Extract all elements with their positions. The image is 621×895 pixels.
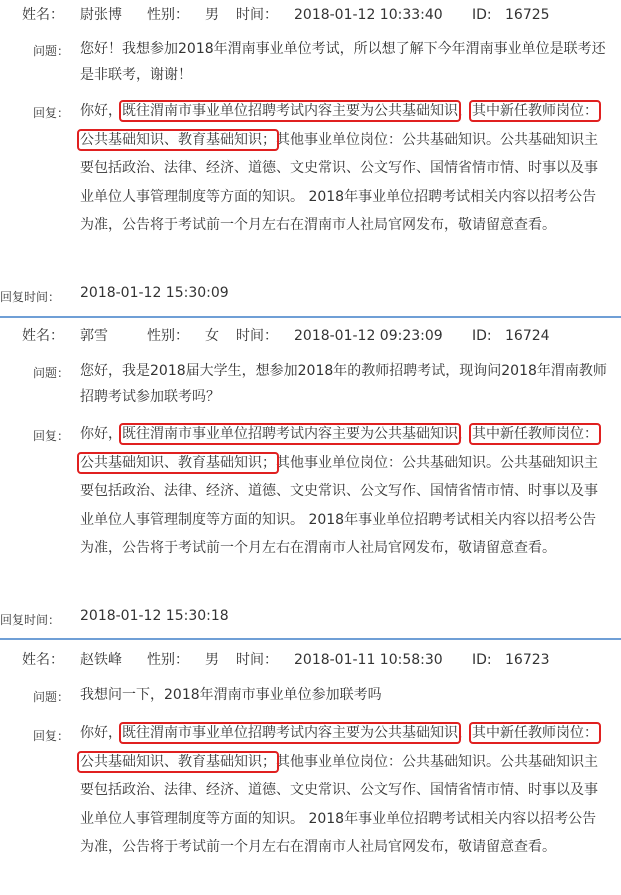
name-label: 姓名：: [22, 7, 64, 23]
question-label: 问题：: [33, 44, 70, 58]
id-label: ID:: [472, 328, 492, 344]
question-text: 您好！我想参加2018年渭南事业单位考试，所以想了解下今年渭南事业单位是联考还是非联考，谢谢！: [80, 41, 606, 83]
reply-time: 2018-01-12 15:30:09: [80, 285, 229, 301]
question-time: 2018-01-11 10:58:30: [294, 652, 443, 668]
reply-time-label: 回复时间：: [0, 290, 61, 304]
reply-time: 2018-01-12 15:30:18: [80, 608, 229, 624]
name-label: 姓名：: [22, 328, 64, 344]
highlight-box: 既往渭南市事业单位招聘考试内容主要为公共基础知识: [122, 103, 458, 119]
reply-comma: ，: [458, 725, 472, 741]
question-time: 2018-01-12 10:33:40: [294, 7, 443, 23]
reply-greeting: 你好，: [80, 426, 122, 442]
reply-label: 回复：: [33, 106, 70, 120]
gender-label: 性别：: [147, 328, 189, 344]
reply-body: 其他事业单位岗位：公共基础知识。公共基础知识主要包括政治、法律、经济、道德、文史常识、公文写作、国情省情市情、时事以及事业单位人事管理制度等方面的知识。 2018年事业单位招聘考试相关内容以招考公告为准，公告将于考试前一个月左右在渭南市人社局官网发布，敬请留意查看。: [80, 131, 598, 233]
highlight-box: 其中新任教师岗位：公共基础知识、教育基础知识；: [80, 103, 598, 148]
highlight-box: 既往渭南市事业单位招聘考试内容主要为公共基础知识: [122, 725, 458, 741]
reply-greeting: 你好，: [80, 725, 122, 741]
gender-label: 性别：: [147, 7, 189, 23]
asker-gender: 男: [205, 652, 219, 668]
reply-greeting: 你好，: [80, 103, 122, 119]
highlight-box: 其中新任教师岗位：公共基础知识、教育基础知识；: [80, 725, 598, 770]
question-text: 我想问一下，2018年渭南市事业单位参加联考吗: [80, 687, 382, 703]
question-label: 问题：: [33, 366, 70, 380]
id-label: ID:: [472, 652, 492, 668]
reply-text: [80, 97, 610, 240]
asker-name: 尉张博: [80, 7, 122, 23]
highlight-box: 其中新任教师岗位：公共基础知识、教育基础知识；: [80, 426, 598, 471]
reply-text: [80, 719, 610, 862]
time-label: 时间：: [236, 652, 278, 668]
asker-gender: 女: [205, 328, 219, 344]
asker-name: 郭雪: [80, 328, 108, 344]
highlight-box: 既往渭南市事业单位招聘考试内容主要为公共基础知识: [122, 426, 458, 442]
question-id: 16724: [505, 328, 550, 344]
reply-body: 其他事业单位岗位：公共基础知识。公共基础知识主要包括政治、法律、经济、道德、文史常识、公文写作、国情省情市情、时事以及事业单位人事管理制度等方面的知识。 2018年事业单位招聘考试相关内容以招考公告为准，公告将于考试前一个月左右在渭南市人社局官网发布，敬请留意查看。: [80, 454, 598, 556]
question-time: 2018-01-12 09:23:09: [294, 328, 443, 344]
reply-body: 其他事业单位岗位：公共基础知识。公共基础知识主要包括政治、法律、经济、道德、文史常识、公文写作、国情省情市情、时事以及事业单位人事管理制度等方面的知识。 2018年事业单位招聘考试相关内容以招考公告为准，公告将于考试前一个月左右在渭南市人社局官网发布，敬请留意查看。: [80, 753, 598, 855]
entry-meta: [0, 0, 621, 30]
question-text: 您好，我是2018届大学生，想参加2018年的教师招聘考试，现询问2018年渭南教师招聘考试参加联考吗？: [80, 363, 607, 405]
time-label: 时间：: [236, 328, 278, 344]
asker-gender: 男: [205, 7, 219, 23]
id-label: ID:: [472, 7, 492, 23]
reply-text: [80, 420, 610, 563]
question-id: 16725: [505, 7, 550, 23]
time-label: 时间：: [236, 7, 278, 23]
entry-meta: [0, 321, 621, 351]
reply-time-label: 回复时间：: [0, 613, 61, 627]
reply-label: 回复：: [33, 729, 70, 743]
entry-meta: [0, 645, 621, 675]
name-label: 姓名：: [22, 652, 64, 668]
reply-comma: ，: [458, 426, 472, 442]
entry-separator: [0, 316, 621, 318]
reply-comma: ，: [458, 103, 472, 119]
asker-name: 赵铁峰: [80, 652, 122, 668]
question-label: 问题：: [33, 690, 70, 704]
reply-label: 回复：: [33, 429, 70, 443]
question-id: 16723: [505, 652, 550, 668]
gender-label: 性别：: [147, 652, 189, 668]
entry-separator: [0, 638, 621, 640]
